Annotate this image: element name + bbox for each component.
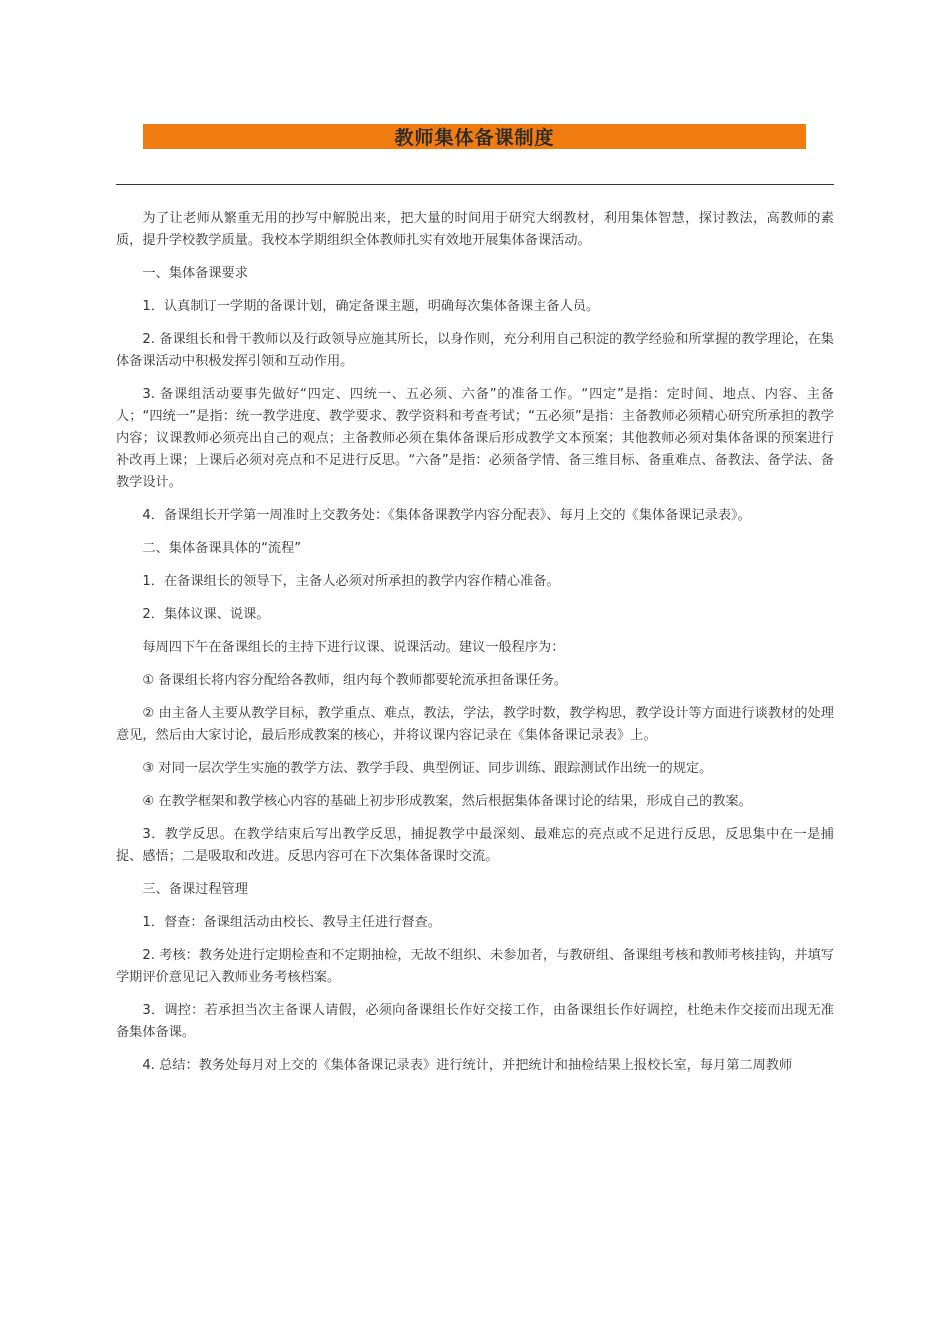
section-heading-requirements: 一、集体备课要求	[142, 266, 248, 281]
section-heading-process: 二、集体备课具体的“流程”	[142, 541, 302, 556]
section-heading-management: 三、备课过程管理	[142, 882, 248, 897]
process-step-1: ① 备课组长将内容分配给各教师，组内每个教师都要轮流承担备课任务。	[142, 673, 568, 688]
requirement-item-1: 1．认真制订一学期的备课计划，确定备课主题，明确每次集体备课主备人员。	[142, 299, 600, 314]
management-item-4: 4. 总结：教务处每月对上交的《集体备课记录表》进行统计，并把统计和抽检结果上报校长室，每月第二周教师	[142, 1058, 793, 1073]
management-item-1: 1．督查：备课组活动由校长、教导主任进行督查。	[142, 915, 441, 930]
intro-paragraph: 为了让老师从繁重无用的抄写中解脱出来，把大量的时间用于研究大纲教材，利用集体智慧，探讨教法，高教师的素质，提升学校教学质量。我校本学期组织全体教师扎实有效地开展集体备课活动。	[116, 211, 834, 248]
process-step-3: ③ 对同一层次学生实施的教学方法、教学手段、典型例证、同步训练、跟踪测试作出统一的规定。	[142, 761, 713, 776]
process-item-1: 1．在备课组长的领导下，主备人必须对所承担的教学内容作精心准备。	[142, 574, 560, 589]
process-item-2: 2．集体议课、说课。	[142, 607, 270, 622]
title-divider	[116, 184, 834, 185]
document-body	[116, 208, 834, 1088]
process-step-2: ② 由主备人主要从教学目标，教学重点、难点，教法，学法，教学时数，教学构思，教学设计等方面进行谈教材的处理意见，然后由大家讨论，最后形成教案的核心，并将议课内容记录在《集体备课记录表》上。	[116, 706, 834, 743]
requirement-item-3: 3. 备课组活动要事先做好“四定、四统一、五必须、六备”的准备工作。“四定”是指：定时间、地点、内容、主备人；“四统一”是指：统一教学进度、教学要求、教学资料和考查考试；“五必须”是指：主备教师必须精心研究所承担的教学内容；议课教师必须亮出自己的观点；主备教师必须在集体备课后形成教学文本预案；其他教师必须对集体备课的预案进行补改再上课；上课后必须对亮点和不足进行反思。“六备”是指：必须备学情、备三维目标、备重难点、备教法、备学法、备教学设计。	[116, 387, 834, 490]
requirement-item-4: 4．备课组长开学第一周准时上交教务处：《集体备课教学内容分配表》、每月上交的《集体备课记录表》。	[142, 508, 751, 523]
requirement-item-2: 2. 备课组长和骨干教师以及行政领导应施其所长，以身作则，充分利用自己积淀的教学经验和所掌握的教学理论，在集体备课活动中积极发挥引领和互动作用。	[116, 332, 834, 369]
process-item-3: 3．教学反思。在教学结束后写出教学反思，捕捉教学中最深刻、最难忘的亮点或不足进行反思，反思集中在一是捕捉、感悟；二是吸取和改进。反思内容可在下次集体备课时交流。	[116, 827, 834, 864]
process-step-4: ④ 在教学框架和教学核心内容的基础上初步形成教案，然后根据集体备课讨论的结果，形成自己的教案。	[142, 794, 752, 809]
title-banner	[143, 124, 806, 149]
document-title: 教师集体备课制度	[394, 127, 555, 149]
management-item-2: 2. 考核：教务处进行定期检查和不定期抽检，无故不组织、未参加者，与教研组、备课组考核和教师考核挂钩，并填写学期评价意见记入教师业务考核档案。	[116, 948, 834, 985]
process-procedure-intro: 每周四下午在备课组长的主持下进行议课、说课活动。建议一般程序为：	[142, 640, 565, 655]
management-item-3: 3．调控：若承担当次主备课人请假，必须向备课组长作好交接工作，由备课组长作好调控，杜绝未作交接而出现无准备集体备课。	[116, 1003, 834, 1040]
